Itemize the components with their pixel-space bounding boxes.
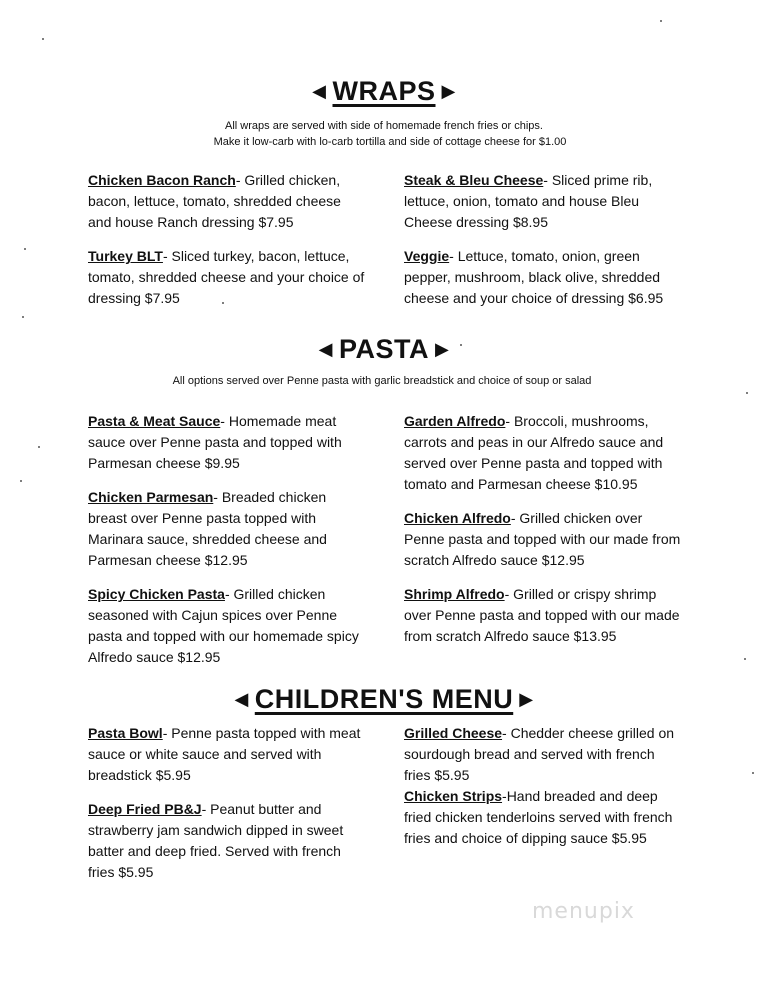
menu-item-deep-fried-pbj	[88, 799, 368, 883]
item-desc: - Grilled chicken over Penne pasta and topped with our made from scratch Alfredo sauce $12.95	[404, 510, 681, 568]
item-desc: - Sliced prime rib, lettuce, onion, tomato and house Bleu Cheese dressing $8.95	[404, 172, 653, 230]
wraps-note-2: Make it low-carb with lo-carb tortilla and side of cottage cheese for $1.00	[213, 136, 567, 148]
menu-item-pasta-bowl	[88, 723, 368, 786]
left-arrow-icon: ◀	[318, 339, 333, 359]
item-name: Shrimp Alfredo	[404, 586, 505, 602]
wraps-title: WRAPS	[332, 76, 436, 106]
menu-item-shrimp-alfredo	[404, 584, 684, 647]
item-desc: - Sliced turkey, bacon, lettuce, tomato, shredded cheese and your choice of dressing $7.95	[88, 248, 365, 306]
item-desc: - Grilled chicken seasoned with Cajun spices over Penne pasta and topped with our homemade spicy Alfredo sauce $12.95	[88, 586, 359, 665]
watermark-logo: menupix	[532, 899, 635, 924]
menu-item-garden-alfredo	[404, 411, 684, 495]
item-desc: - Grilled chicken, bacon, lettuce, tomato, shredded cheese and house Ranch dressing $7.95	[88, 172, 341, 230]
item-name: Steak & Bleu Cheese	[404, 172, 544, 188]
item-desc: - Broccoli, mushrooms, carrots and peas in our Alfredo sauce and served over Penne pasta and topped with tomato and Parmesan cheese $10.95	[404, 413, 664, 492]
scan-speck	[22, 316, 24, 318]
scan-speck	[746, 392, 748, 394]
item-name: Garden Alfredo	[404, 413, 506, 429]
right-arrow-icon: ▶	[441, 81, 456, 101]
menu-item-chicken-alfredo	[404, 508, 684, 571]
wraps-note-1: All wraps are served with side of homemade french fries or chips.	[225, 120, 543, 132]
scan-speck	[20, 480, 22, 482]
menu-item-chicken-bacon-ranch	[88, 170, 368, 233]
item-name: Grilled Cheese	[404, 725, 503, 741]
menu-item-spicy-chicken-pasta	[88, 584, 368, 668]
left-arrow-icon: ◀	[312, 81, 327, 101]
menu-item-grilled-cheese	[404, 723, 684, 786]
menu-item-steak-bleu	[404, 170, 684, 233]
right-arrow-icon: ▶	[435, 339, 450, 359]
item-desc: - Lettuce, tomato, onion, green pepper, mushroom, black olive, shredded cheese and your choice of dressing $6.95	[404, 248, 664, 306]
item-desc: - Breaded chicken breast over Penne pasta topped with Marinara sauce, shredded cheese and Parmesan cheese $12.95	[88, 489, 327, 568]
item-desc: - Grilled or crispy shrimp over Penne pasta and topped with our made from scratch Alfredo sauce $13.95	[404, 586, 680, 644]
item-desc: - Chedder cheese grilled on sourdough bread and served with french fries $5.95	[404, 725, 675, 783]
pasta-title: PASTA	[339, 334, 429, 364]
item-name: Chicken Strips	[404, 788, 503, 804]
scan-speck	[24, 248, 26, 250]
scan-speck	[460, 344, 462, 346]
menu-item-turkey-blt	[88, 246, 368, 309]
item-name: Pasta Bowl	[88, 725, 163, 741]
item-name: Turkey BLT	[88, 248, 163, 264]
wraps-heading	[0, 76, 768, 107]
item-desc: -Hand breaded and deep fried chicken tenderloins served with french fries and choice of dipping sauce $5.95	[404, 788, 673, 846]
pasta-note: All options served over Penne pasta with garlic breadstick and choice of soup or salad	[172, 375, 592, 387]
children-title: CHILDREN'S MENU	[254, 684, 514, 714]
scan-speck	[744, 658, 746, 660]
item-name: Chicken Alfredo	[404, 510, 511, 526]
scan-speck	[752, 772, 754, 774]
right-arrow-icon: ▶	[519, 689, 534, 709]
scan-speck	[222, 302, 224, 304]
item-name: Veggie	[404, 248, 450, 264]
menu-item-chicken-parmesan	[88, 487, 368, 571]
item-name: Chicken Bacon Ranch	[88, 172, 236, 188]
scan-speck	[660, 20, 662, 22]
scan-speck	[42, 38, 44, 40]
left-arrow-icon: ◀	[234, 689, 249, 709]
menu-item-veggie	[404, 246, 684, 309]
pasta-heading	[0, 334, 768, 365]
item-name: Pasta & Meat Sauce	[88, 413, 221, 429]
item-desc: - Penne pasta topped with meat sauce or white sauce and served with breadstick $5.95	[88, 725, 361, 783]
item-name: Chicken Parmesan	[88, 489, 214, 505]
scan-speck	[38, 446, 40, 448]
menu-item-pasta-meat-sauce	[88, 411, 368, 474]
item-desc: - Peanut butter and strawberry jam sandwich dipped in sweet batter and deep fried. Served with french fries $5.95	[88, 801, 344, 880]
item-name: Spicy Chicken Pasta	[88, 586, 225, 602]
children-heading	[0, 684, 768, 715]
item-name: Deep Fried PB&J	[88, 801, 202, 817]
menu-item-chicken-strips	[404, 786, 684, 849]
item-desc: - Homemade meat sauce over Penne pasta and topped with Parmesan cheese $9.95	[88, 413, 342, 471]
